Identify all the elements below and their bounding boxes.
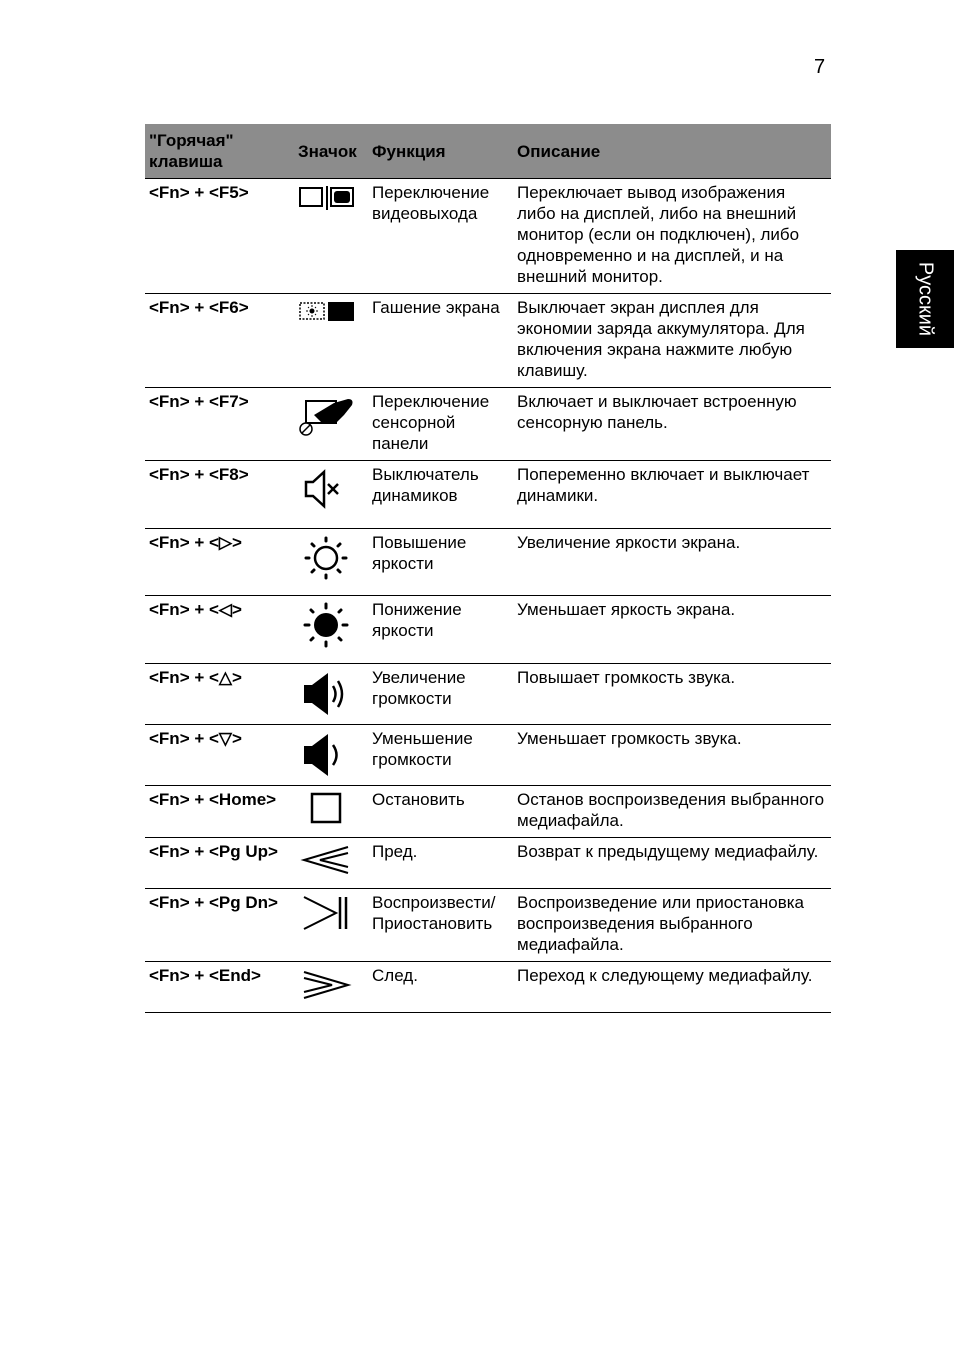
table-header-row bbox=[145, 124, 831, 179]
table-row bbox=[145, 838, 831, 889]
hotkey-cell: <Fn> + <△> bbox=[145, 664, 294, 725]
table-row bbox=[145, 725, 831, 786]
header-description: Описание bbox=[513, 124, 831, 179]
hotkey-cell: <Fn> + <▽> bbox=[145, 725, 294, 786]
description-cell: Возврат к предыдущему медиафайлу. bbox=[513, 838, 831, 889]
table-row bbox=[145, 889, 831, 962]
description-cell: Переключает вывод изображения либо на дисплей, либо на внешний монитор (если он подключен), либо одновременно и на дисплей, и на внешний монитор. bbox=[513, 179, 831, 294]
previous-track-icon bbox=[298, 843, 358, 877]
table-row bbox=[145, 179, 831, 294]
header-icon: Значок bbox=[294, 124, 368, 179]
volume-up-icon bbox=[298, 669, 358, 719]
hotkey-cell: <Fn> + <Home> bbox=[145, 786, 294, 838]
table-row bbox=[145, 388, 831, 461]
description-cell: Останов воспроизведения выбранного медиафайла. bbox=[513, 786, 831, 838]
table-row bbox=[145, 962, 831, 1013]
hotkey-cell: <Fn> + <Pg Up> bbox=[145, 838, 294, 889]
description-cell: Увеличение яркости экрана. bbox=[513, 529, 831, 596]
header-function: Функция bbox=[368, 124, 513, 179]
play-pause-icon bbox=[298, 894, 358, 932]
function-cell: Остановить bbox=[368, 786, 513, 838]
hotkey-cell: <Fn> + <Pg Dn> bbox=[145, 889, 294, 962]
table-row bbox=[145, 461, 831, 529]
hotkey-cell: <Fn> + <▷> bbox=[145, 529, 294, 596]
function-cell: Понижение яркости bbox=[368, 596, 513, 664]
display-toggle-icon bbox=[298, 184, 358, 212]
description-cell: Попеременно включает и выключает динамики. bbox=[513, 461, 831, 529]
table-row bbox=[145, 596, 831, 664]
language-tab bbox=[896, 250, 954, 348]
description-cell: Уменьшает яркость экрана. bbox=[513, 596, 831, 664]
table-row bbox=[145, 786, 831, 838]
hotkey-cell: <Fn> + <F8> bbox=[145, 461, 294, 529]
function-cell: Уменьшение громкости bbox=[368, 725, 513, 786]
function-cell: Пред. bbox=[368, 838, 513, 889]
hotkey-cell: <Fn> + <End> bbox=[145, 962, 294, 1013]
table-row bbox=[145, 664, 831, 725]
function-cell: Гашение экрана bbox=[368, 294, 513, 388]
table-row bbox=[145, 529, 831, 596]
brightness-down-icon bbox=[298, 601, 358, 649]
function-cell: Воспроизвести/ Приостановить bbox=[368, 889, 513, 962]
language-tab-label: Русский bbox=[914, 261, 937, 337]
header-hotkey: "Горячая" клавиша bbox=[145, 124, 294, 179]
next-track-icon bbox=[298, 967, 358, 1003]
volume-down-icon bbox=[298, 730, 358, 780]
page-number: 7 bbox=[814, 56, 826, 78]
screen-blank-icon bbox=[298, 299, 358, 323]
hotkey-cell: <Fn> + <F6> bbox=[145, 294, 294, 388]
function-cell: Увеличение громкости bbox=[368, 664, 513, 725]
speaker-mute-icon bbox=[298, 466, 358, 512]
hotkey-cell: <Fn> + <F7> bbox=[145, 388, 294, 461]
description-cell: Включает и выключает встроенную сенсорную панель. bbox=[513, 388, 831, 461]
hotkey-cell: <Fn> + <◁> bbox=[145, 596, 294, 664]
function-cell: Переключение сенсорной панели bbox=[368, 388, 513, 461]
table-row bbox=[145, 294, 831, 388]
description-cell: Повышает громкость звука. bbox=[513, 664, 831, 725]
stop-icon bbox=[298, 791, 358, 825]
function-cell: Повышение яркости bbox=[368, 529, 513, 596]
description-cell: Выключает экран дисплея для экономии заряда аккумулятора. Для включения экрана нажмите любую клавишу. bbox=[513, 294, 831, 388]
hotkey-table bbox=[145, 124, 831, 1013]
function-cell: След. bbox=[368, 962, 513, 1013]
description-cell: Уменьшает громкость звука. bbox=[513, 725, 831, 786]
brightness-up-icon bbox=[298, 534, 358, 582]
hotkey-cell: <Fn> + <F5> bbox=[145, 179, 294, 294]
touchpad-toggle-icon bbox=[298, 393, 358, 437]
function-cell: Переключение видеовыхода bbox=[368, 179, 513, 294]
function-cell: Выключатель динамиков bbox=[368, 461, 513, 529]
description-cell: Воспроизведение или приостановка воспроизведения выбранного медиафайла. bbox=[513, 889, 831, 962]
description-cell: Переход к следующему медиафайлу. bbox=[513, 962, 831, 1013]
